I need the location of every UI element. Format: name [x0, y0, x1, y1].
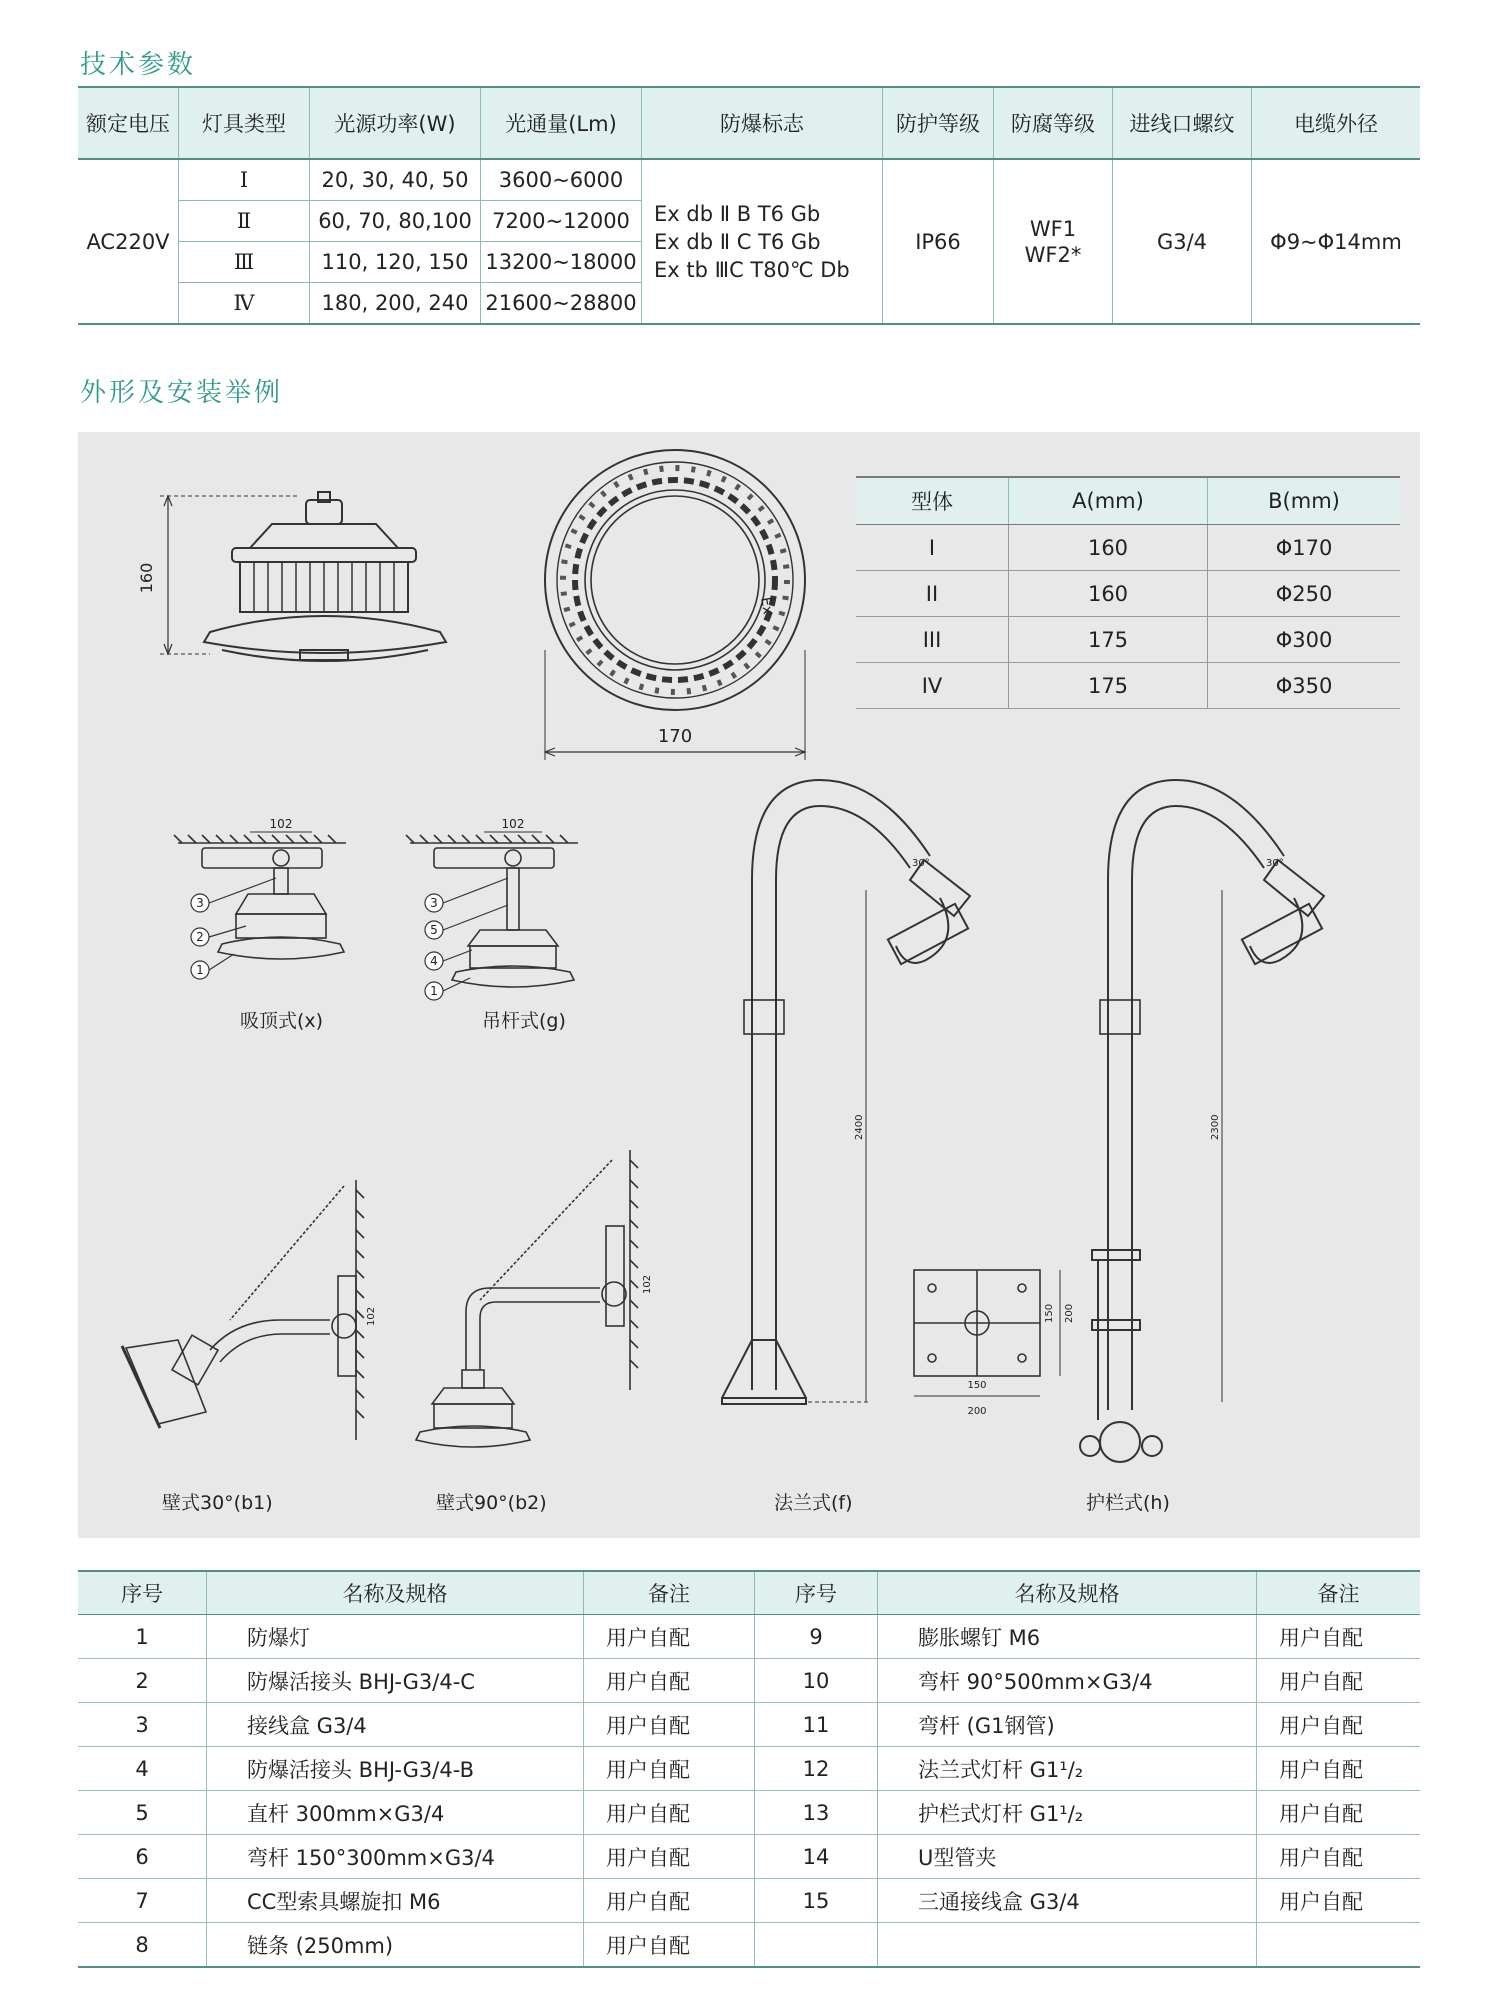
part-remark: 用户自配: [584, 1747, 755, 1791]
part-no: 14: [755, 1835, 878, 1879]
part-remark: 用户自配: [1257, 1791, 1421, 1835]
type-cell: I: [856, 525, 1009, 571]
part-name: 弯杆 (G1钢管): [878, 1703, 1257, 1747]
table-row: [78, 1923, 1420, 1968]
header-wf: 防腐等级: [994, 87, 1113, 159]
table-row: [78, 1659, 1420, 1703]
dim-200-b: 200: [1064, 1303, 1075, 1323]
wall-mount-b2: [416, 1150, 638, 1447]
wall-mount-b1: [122, 1180, 364, 1440]
part-remark: 用户自配: [1257, 1659, 1421, 1703]
power-cell: 110, 120, 150: [310, 242, 481, 283]
part-no: 13: [755, 1791, 878, 1835]
part-remark: 用户自配: [1257, 1615, 1421, 1659]
header-a: A(mm): [1009, 477, 1208, 525]
svg-text:1: 1: [430, 984, 438, 998]
dim-150-b: 150: [1044, 1303, 1055, 1323]
caption-b2: 壁式90°(b2): [436, 1492, 547, 1514]
angle-30-h: 30°: [1266, 858, 1284, 869]
header-voltage: 额定电压: [78, 87, 179, 159]
svg-text:5: 5: [430, 923, 438, 937]
header-name-2: 名称及规格: [878, 1571, 1257, 1615]
dims-table: [856, 476, 1400, 709]
caption-b1: 壁式30°(b1): [162, 1492, 273, 1514]
part-name: 防爆灯: [207, 1615, 584, 1659]
part-remark: 用户自配: [1257, 1835, 1421, 1879]
part-remark: 用户自配: [584, 1791, 755, 1835]
part-name: [878, 1923, 1257, 1968]
svg-text:4: 4: [430, 954, 438, 968]
a-cell: 160: [1009, 571, 1208, 617]
part-no: 4: [78, 1747, 207, 1791]
part-name: 防爆活接头 BHJ-G3/4-C: [207, 1659, 584, 1703]
dim-2400: 2400: [854, 1114, 865, 1140]
a-cell: 160: [1009, 525, 1208, 571]
table-row: [856, 663, 1400, 709]
caption-h: 护栏式(h): [1086, 1492, 1170, 1514]
header-cable: 电缆外径: [1252, 87, 1421, 159]
dim-200-a: 200: [967, 1406, 987, 1417]
wf1: WF1: [1029, 216, 1077, 241]
part-no: 9: [755, 1615, 878, 1659]
part-name: 防爆活接头 BHJ-G3/4-B: [207, 1747, 584, 1791]
dim-2300: 2300: [1210, 1114, 1221, 1140]
parts-table: [78, 1570, 1420, 1968]
part-name: U型管夹: [878, 1835, 1257, 1879]
flange-pole-f: [722, 780, 970, 1404]
lamp-side-view: [204, 492, 446, 661]
table-row: [78, 1835, 1420, 1879]
part-no: 10: [755, 1659, 878, 1703]
dim-102-x: 102: [269, 817, 293, 831]
header-b: B(mm): [1208, 477, 1401, 525]
ex-mark-2: Ex db Ⅱ C T6 Gb: [654, 229, 821, 254]
type-cell: II: [856, 571, 1009, 617]
table-row: [78, 1615, 1420, 1659]
part-remark: 用户自配: [584, 1703, 755, 1747]
part-name: CC型索具螺旋扣 M6: [207, 1879, 584, 1923]
header-lamp-type: 灯具类型: [179, 87, 310, 159]
part-remark: 用户自配: [1257, 1879, 1421, 1923]
part-no: 8: [78, 1923, 207, 1968]
part-no: 7: [78, 1879, 207, 1923]
guardrail-pole-h: [1080, 780, 1324, 1462]
part-remark: 用户自配: [584, 1659, 755, 1703]
a-cell: 175: [1009, 663, 1208, 709]
caption-x: 吸顶式(x): [240, 1010, 324, 1032]
flux-cell: 7200~12000: [481, 201, 642, 242]
type-cell: Ⅳ: [179, 283, 310, 325]
part-remark: 用户自配: [584, 1923, 755, 1968]
header-type: 型体: [856, 477, 1009, 525]
part-no: 1: [78, 1615, 207, 1659]
part-no: 11: [755, 1703, 878, 1747]
power-cell: 20, 30, 40, 50: [310, 159, 481, 201]
table-row: [856, 617, 1400, 663]
b-cell: Φ350: [1208, 663, 1401, 709]
power-cell: 180, 200, 240: [310, 283, 481, 325]
header-no-1: 序号: [78, 1571, 207, 1615]
part-name: 三通接线盒 G3/4: [878, 1879, 1257, 1923]
tech-params-title: 技术参数: [80, 50, 197, 80]
header-ip: 防护等级: [883, 87, 994, 159]
svg-text:1: 1: [196, 963, 204, 977]
angle-30-f: 30°: [912, 858, 930, 869]
svg-text:3: 3: [196, 896, 204, 910]
cable-value: Φ9~Φ14mm: [1252, 159, 1421, 324]
ex-mark-1: Ex db Ⅱ B T6 Gb: [654, 201, 821, 226]
part-no: 5: [78, 1791, 207, 1835]
part-no: 2: [78, 1659, 207, 1703]
caption-g: 吊杆式(g): [482, 1010, 566, 1032]
part-remark: [1257, 1923, 1421, 1968]
svg-text:2: 2: [196, 930, 204, 944]
flux-cell: 3600~6000: [481, 159, 642, 201]
flux-cell: 13200~18000: [481, 242, 642, 283]
dim-102-b1: 102: [366, 1306, 377, 1326]
part-name: 直杆 300mm×G3/4: [207, 1791, 584, 1835]
table-row: [856, 571, 1400, 617]
ip-value: IP66: [883, 159, 994, 324]
a-cell: 175: [1009, 617, 1208, 663]
header-no-2: 序号: [755, 1571, 878, 1615]
b-cell: Φ300: [1208, 617, 1401, 663]
dim-150-a: 150: [967, 1380, 987, 1391]
ex-label: Ex: [757, 595, 776, 616]
part-remark: 用户自配: [584, 1615, 755, 1659]
caption-f: 法兰式(f): [774, 1492, 853, 1514]
dim-height: 160: [137, 562, 156, 594]
header-flux: 光通量(Lm): [481, 87, 642, 159]
svg-text:3: 3: [430, 896, 438, 910]
flux-cell: 21600~28800: [481, 283, 642, 325]
part-remark: 用户自配: [584, 1835, 755, 1879]
power-cell: 60, 70, 80,100: [310, 201, 481, 242]
part-name: 膨胀螺钉 M6: [878, 1615, 1257, 1659]
part-name: 链条 (250mm): [207, 1923, 584, 1968]
dim-102-b2: 102: [642, 1274, 653, 1294]
b-cell: Φ250: [1208, 571, 1401, 617]
table-row: [78, 1879, 1420, 1923]
appearance-title: 外形及安装举例: [80, 378, 284, 408]
wf2: WF2*: [1024, 242, 1082, 267]
header-ex-mark: 防爆标志: [642, 87, 883, 159]
part-no: 12: [755, 1747, 878, 1791]
part-name: 接线盒 G3/4: [207, 1703, 584, 1747]
header-power: 光源功率(W): [310, 87, 481, 159]
type-cell: Ⅲ: [179, 242, 310, 283]
header-remark-2: 备注: [1257, 1571, 1421, 1615]
type-cell: Ⅱ: [179, 201, 310, 242]
thread-value: G3/4: [1113, 159, 1252, 324]
part-name: 法兰式灯杆 G1¹/₂: [878, 1747, 1257, 1791]
callout-numbers: [196, 896, 438, 998]
header-remark-1: 备注: [584, 1571, 755, 1615]
part-remark: 用户自配: [1257, 1703, 1421, 1747]
part-no: 15: [755, 1879, 878, 1923]
voltage-value: AC220V: [78, 159, 179, 324]
ex-mark-3: Ex tb ⅢC T80℃ Db: [654, 257, 850, 282]
header-name-1: 名称及规格: [207, 1571, 584, 1615]
type-cell: Ⅰ: [179, 159, 310, 201]
type-cell: IV: [856, 663, 1009, 709]
type-cell: III: [856, 617, 1009, 663]
table-row: [78, 1747, 1420, 1791]
part-name: 护栏式灯杆 G1¹/₂: [878, 1791, 1257, 1835]
part-no: [755, 1923, 878, 1968]
table-row: [78, 1791, 1420, 1835]
part-remark: 用户自配: [1257, 1747, 1421, 1791]
part-name: 弯杆 90°500mm×G3/4: [878, 1659, 1257, 1703]
dim-102-g: 102: [501, 817, 525, 831]
part-no: 3: [78, 1703, 207, 1747]
table-row: [856, 525, 1400, 571]
part-name: 弯杆 150°300mm×G3/4: [207, 1835, 584, 1879]
table-row: [78, 1703, 1420, 1747]
part-no: 6: [78, 1835, 207, 1879]
b-cell: Φ170: [1208, 525, 1401, 571]
flange-plate: [914, 1270, 1060, 1396]
part-remark: 用户自配: [584, 1879, 755, 1923]
dim-width: 170: [657, 726, 693, 747]
header-thread: 进线口螺纹: [1113, 87, 1252, 159]
